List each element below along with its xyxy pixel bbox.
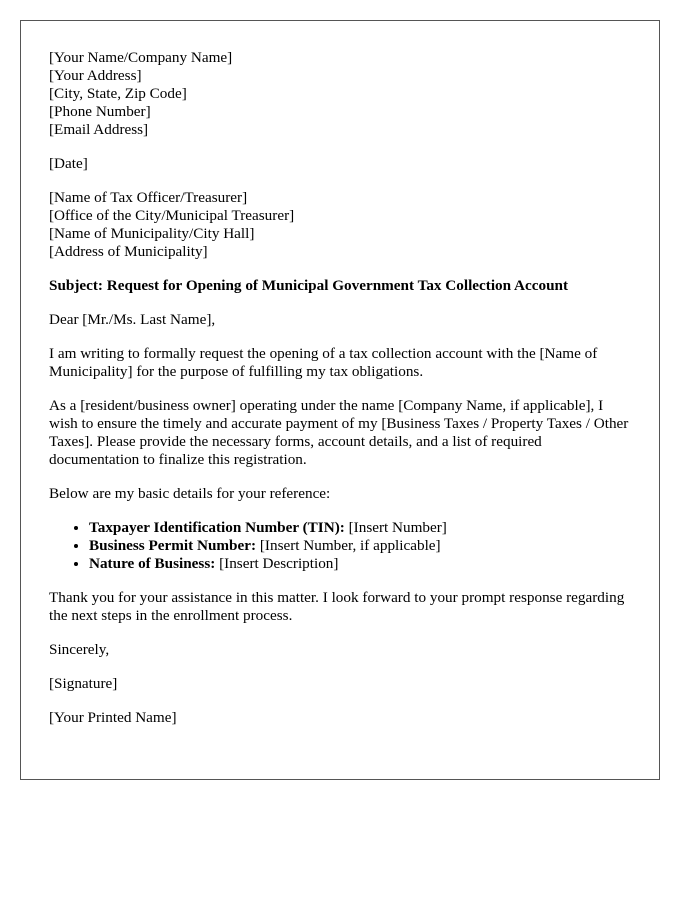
sender-city: [City, State, Zip Code] <box>49 85 187 102</box>
recipient-office: [Office of the City/Municipal Treasurer] <box>49 207 295 224</box>
closing: Sincerely, <box>49 641 110 658</box>
detail-item-tin <box>89 519 631 537</box>
detail-label: Taxpayer Identification Number (TIN): <box>89 519 345 536</box>
letter-date: [Date] <box>49 155 88 172</box>
letter-page <box>20 20 660 780</box>
paragraph-thanks: Thank you for your assistance in this matter. I look forward to your prompt response regarding the next steps in the enrollment process. <box>49 589 625 624</box>
detail-value: [Insert Number] <box>344 519 447 536</box>
recipient-municipality: [Name of Municipality/City Hall] <box>49 225 255 242</box>
paragraph-details: As a [resident/business owner] operating under the name [Company Name, if applicable], I wish to ensure the timely and accurate payment of my [Business Taxes / Property Taxes / Other Taxes]. Please provide the necessary forms, account details, and a list of required documentation to finalize this registration. <box>49 397 629 468</box>
subject-line: Subject: Request for Opening of Municipal Government Tax Collection Account <box>49 277 569 294</box>
recipient-address: [Address of Municipality] <box>49 243 208 260</box>
sender-name: [Your Name/Company Name] <box>49 49 233 66</box>
detail-item-permit <box>89 537 631 555</box>
sender-address: [Your Address] <box>49 67 142 84</box>
sender-block <box>49 49 631 139</box>
details-list <box>49 519 631 573</box>
detail-label: Business Permit Number: <box>89 537 257 554</box>
paragraph-reference-intro: Below are my basic details for your reference: <box>49 485 331 502</box>
detail-value: [Insert Number, if applicable] <box>256 537 441 554</box>
detail-item-nature <box>89 555 631 573</box>
recipient-name: [Name of Tax Officer/Treasurer] <box>49 189 248 206</box>
detail-value: [Insert Description] <box>215 555 339 572</box>
printed-name: [Your Printed Name] <box>49 709 177 726</box>
date-block <box>49 155 631 173</box>
paragraph-request: I am writing to formally request the opening of a tax collection account with the [Name of Municipality] for the purpose of fulfilling my tax obligations. <box>49 345 598 380</box>
recipient-block <box>49 189 631 261</box>
detail-label: Nature of Business: <box>89 555 216 572</box>
signature: [Signature] <box>49 675 118 692</box>
sender-phone: [Phone Number] <box>49 103 151 120</box>
sender-email: [Email Address] <box>49 121 149 138</box>
salutation: Dear [Mr./Ms. Last Name], <box>49 311 216 328</box>
